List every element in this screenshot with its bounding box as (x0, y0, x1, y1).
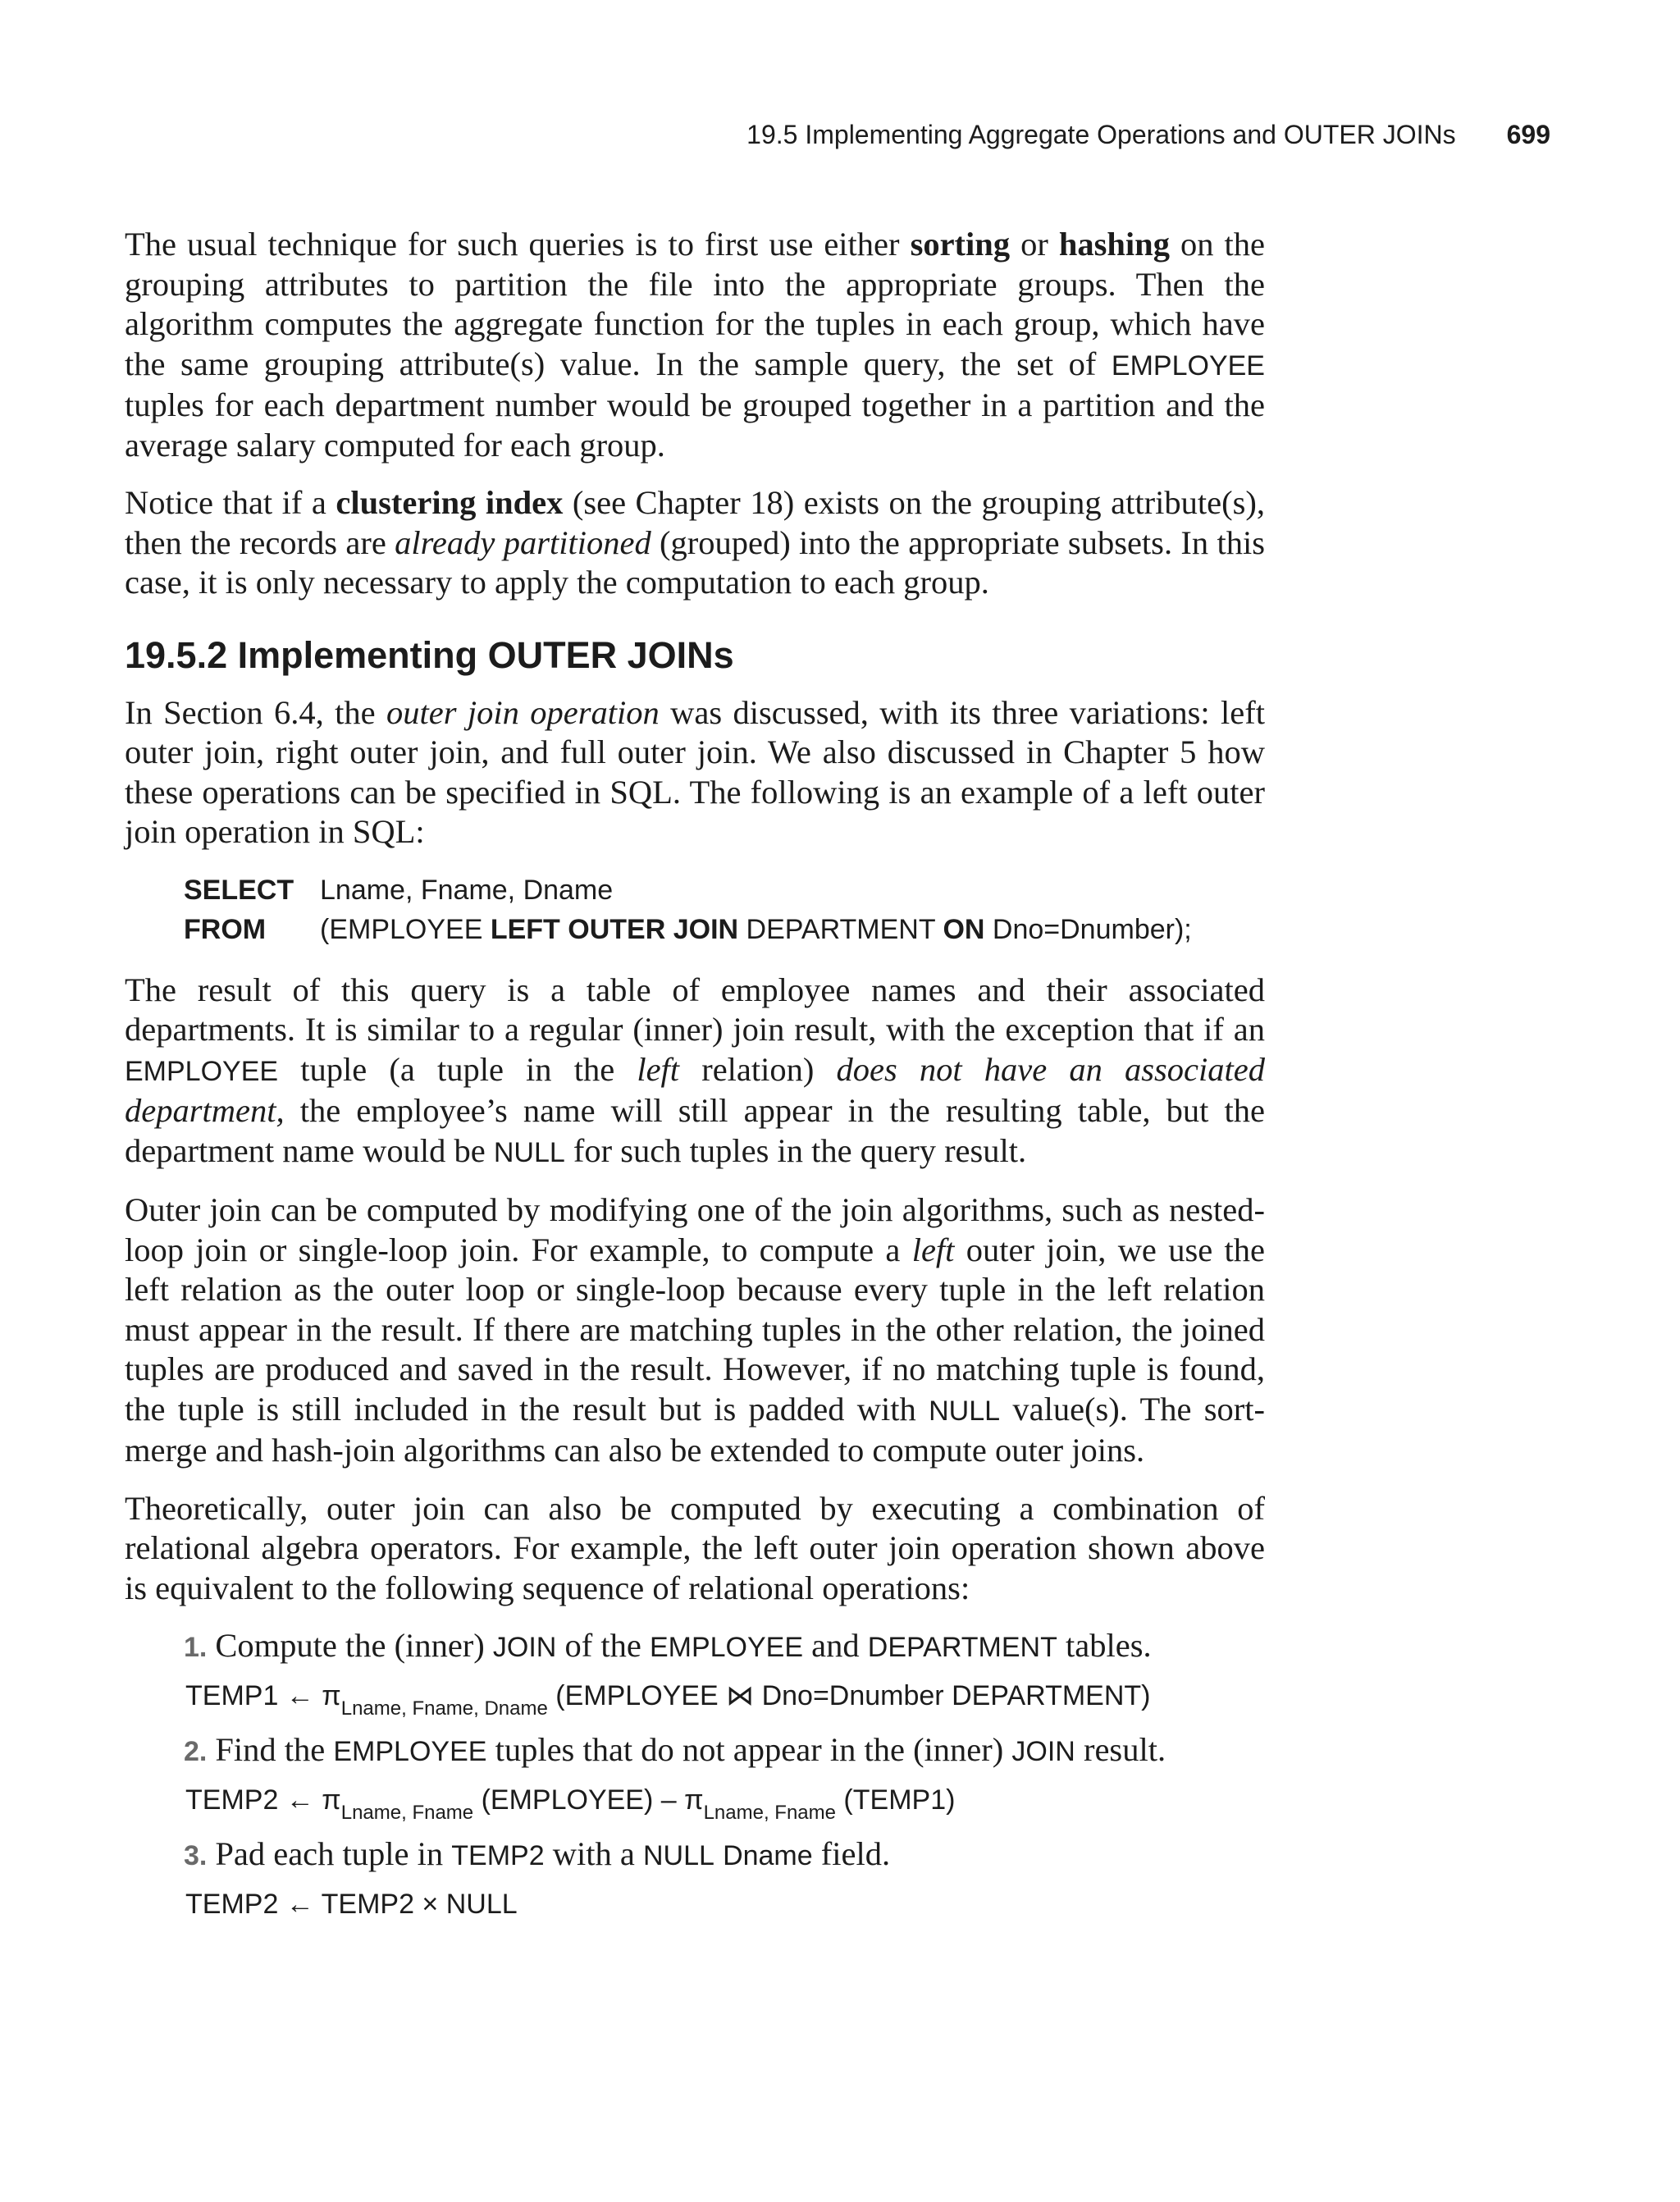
step-number: 1. (184, 1632, 208, 1663)
step-formula: TEMP1 ← $\pi_{Lname, Fname, Dname}$ (EMPLOYEE ⋈ Dno=Dnumber DEPARTMENT) (185, 1679, 1151, 1720)
paragraph-query-result: The result of this query is a table of employee names and their associated departments. It is similar to a regular (inner) join result, with the exception that if an EMPLOYEE tuple (a tuple in the left relation) does not have an associated department, the employee’s name will still appear in the resulting table, but the department name would be NULL for such tuples in the query result. (125, 971, 1266, 1169)
sql-from-keyword: FROM (184, 913, 267, 945)
sql-from-line (184, 910, 1265, 949)
page-number: 699 (1506, 120, 1550, 149)
sql-example (184, 870, 1265, 949)
paragraph-grouping-technique: The usual technique for such queries is to first use either sorting or hashing on the grouping attributes to partition the file into the appropriate groups. Then the algorithm computes the aggregate function for the tuples in each group, which have the same grouping attribute(s) value. In the sample query, the set of EMPLOYEE tuples for each department number would be grouped together in a partition and the average salary computed for each group. (125, 226, 1265, 464)
step-number: 2. (184, 1736, 208, 1767)
paragraph-clustering-index: Notice that if a clustering index (see Chapter 18) exists on the grouping attribute(s), then the records are already partitioned (grouped) into the appropriate subsets. In this case, it is only necessary to apply the computation to each group. (125, 484, 1265, 601)
paragraph-outer-join-intro: In Section 6.4, the outer join operation was discussed, with its three variations: left outer join, right outer join, and full outer join. We also discussed in Chapter 5 how these operations can be specified in SQL. The following is an example of a left outer join operation in SQL: (125, 693, 1265, 850)
step-number: 3. (184, 1840, 208, 1871)
running-header (656, 120, 1550, 158)
list-item: 3. Pad each tuple in TEMP2 with a NULL Dname field. TEMP2 ← TEMP2 × NULL (184, 1834, 1265, 1924)
sql-from-clause: (EMPLOYEE LEFT OUTER JOIN DEPARTMENT ON Dno=Dnumber); (320, 913, 1192, 945)
paragraph-outer-join-computation: Outer join can be computed by modifying one of the join algorithms, such as nested-loop join or single-loop join. For example, to compute a left outer join, we use the left relation as the outer loop or single-loop because every tuple in the left relation must appear in the result. If there are matching tuples in the other relation, the joined tuples are produced and saved in the result. However, if no matching tuple is found, the tuple is still included in the result but is padded with NULL value(s). The sort-merge and hash-join algorithms can also be extended to compute outer joins. (125, 1191, 1265, 1469)
list-item: 1. Compute the (inner) JOIN of the EMPLOYEE and DEPARTMENT tables. TEMP1 ← $\pi_{Lname, Fname, Dname}$ (EMPLOYEE ⋈ Dno=Dnumber DEPARTMENT) (184, 1626, 1265, 1715)
sql-select-keyword: SELECT (184, 874, 294, 906)
step-formula: TEMP2 ← $\pi_{Lname, Fname}$ (EMPLOYEE) – $\pi_{Lname, Fname}$ (TEMP1) (185, 1784, 956, 1824)
paragraph-relational-algebra: Theoretically, outer join can also be computed by executing a combination of relational algebra operators. For example, the left outer join operation shown above is equivalent to the following sequence of relational operations: (125, 1489, 1265, 1606)
list-item: 2. Find the EMPLOYEE tuples that do not appear in the (inner) JOIN result. TEMP2 ← $\pi_{Lname, Fname}$ (EMPLOYEE) – $\pi_{Lname, Fname}$ (TEMP1) (184, 1730, 1265, 1820)
step-formula: TEMP2 ← TEMP2 × NULL (185, 1888, 518, 1920)
sql-select-line (184, 870, 1265, 910)
page-body (125, 225, 1265, 1939)
sql-select-columns: Lname, Fname, Dname (320, 874, 614, 906)
running-title: 19.5 Implementing Aggregate Operations and OUTER JOINs (746, 120, 1456, 149)
operation-steps-list (184, 1626, 1265, 1924)
section-heading: 19.5.2 Implementing OUTER JOINs (125, 633, 734, 676)
